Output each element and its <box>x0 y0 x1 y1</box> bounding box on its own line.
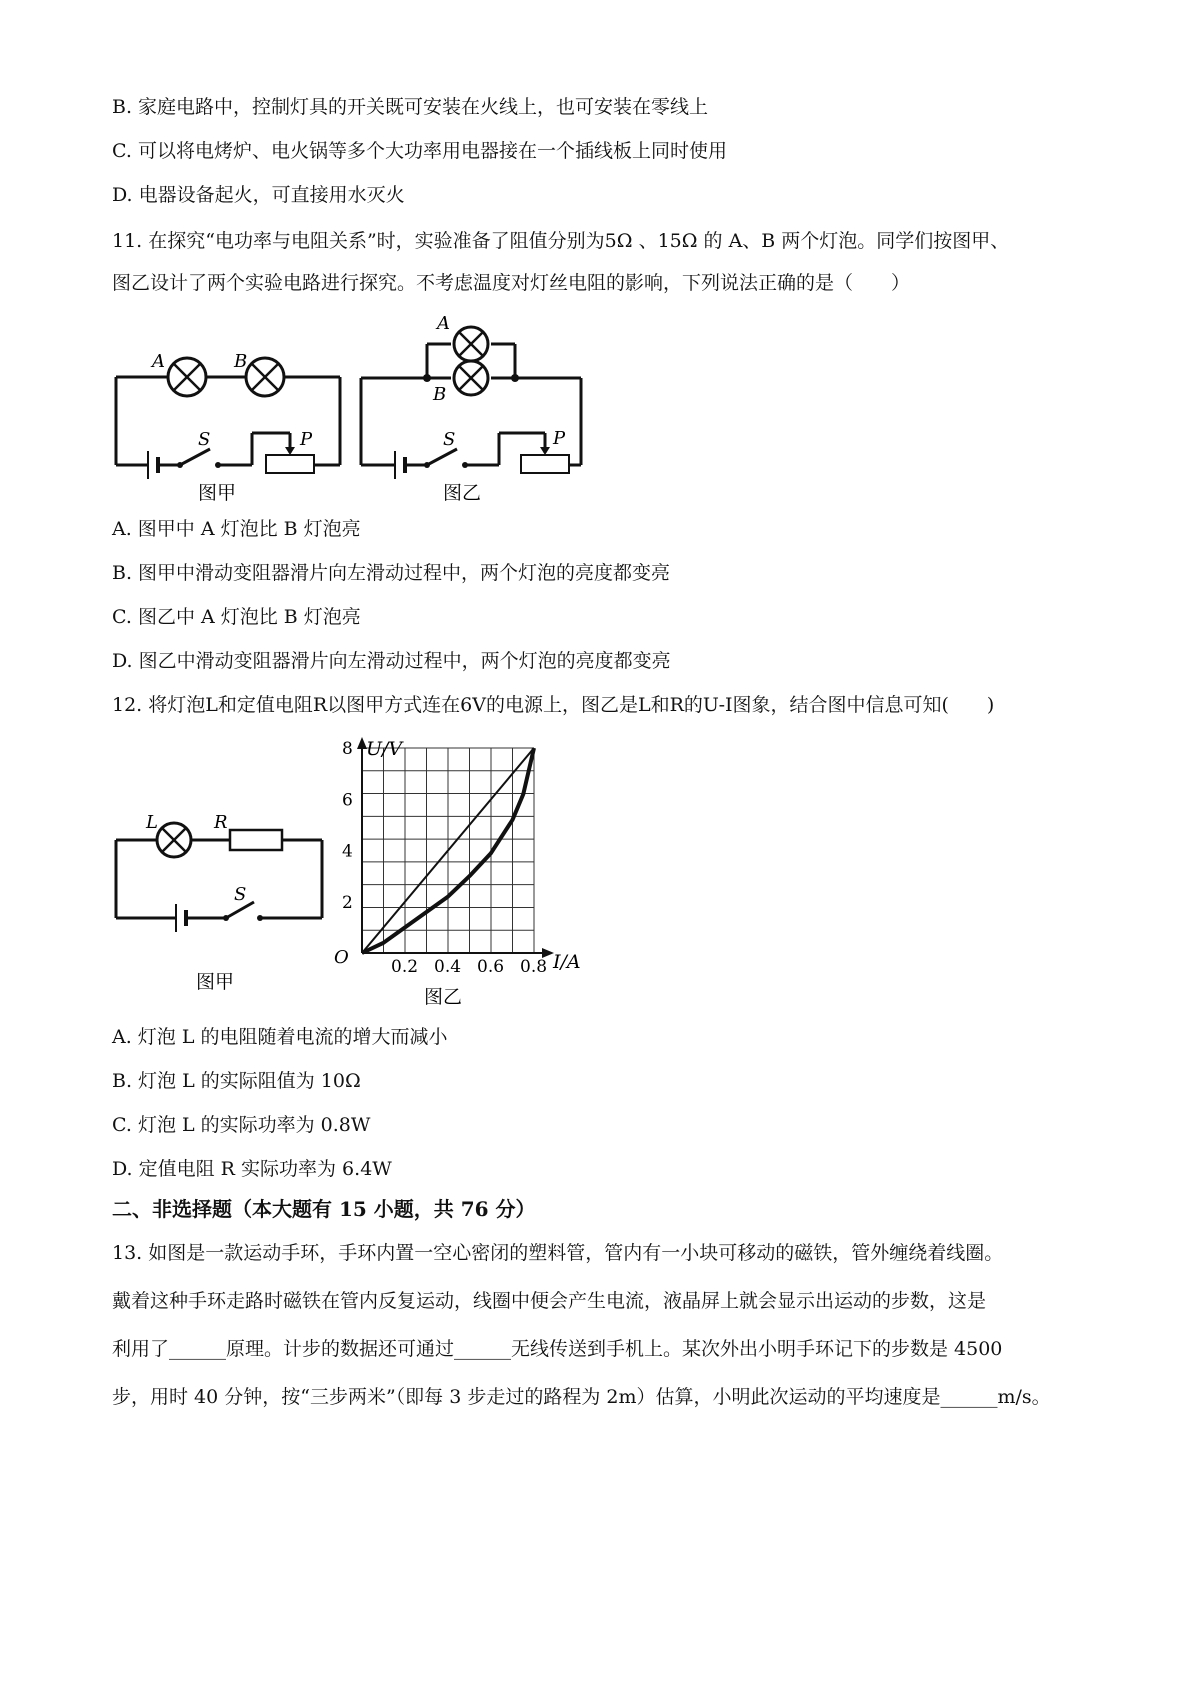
lamp-a-icon <box>168 358 206 396</box>
svg-text:S: S <box>234 884 247 905</box>
x-tick-label: 0.6 <box>477 957 505 977</box>
q11-option-c: C. 图乙中 A 灯泡比 B 灯泡亮 <box>112 606 361 628</box>
q12-option-d: D. 定值电阻 R 实际功率为 6.4W <box>112 1158 392 1180</box>
chart-caption: 图乙 <box>424 986 463 1008</box>
lamp-l-icon <box>157 823 191 857</box>
q13-line2: 戴着这种手环走路时磁铁在管内反复运动，线圈中便会产生电流，液晶屏上就会显示出运动的步数，这是 <box>112 1290 987 1312</box>
q11-stem-line2: 图乙设计了两个实验电路进行探究。不考虑温度对灯丝电阻的影响，下列说法正确的是（ ） <box>112 272 911 294</box>
q12-option-b: B. 灯泡 L 的实际阻值为 10Ω <box>112 1070 361 1092</box>
origin-label: O <box>334 947 349 968</box>
y-tick-label: 8 <box>342 739 353 759</box>
fig-yi-caption: 图乙 <box>443 482 482 504</box>
lamp-b-icon <box>246 358 284 396</box>
y-axis-label: U/V <box>366 738 403 760</box>
q11-option-a: A. 图甲中 A 灯泡比 B 灯泡亮 <box>112 518 361 540</box>
svg-text:B: B <box>234 351 248 372</box>
x-tick-label: 0.4 <box>434 957 462 977</box>
svg-text:P: P <box>553 428 566 449</box>
q13-line1: 13. 如图是一款运动手环，手环内置一空心密闭的塑料管，管内有一小块可移动的磁铁，管外缠绕着线圈。 <box>112 1242 1004 1264</box>
svg-text:A: A <box>437 313 450 334</box>
q11-stem-line1: 11. 在探究“电功率与电阻关系”时，实验准备了阻值分别为5Ω 、15Ω 的 A、B 两个灯泡。同学们按图甲、 <box>112 230 1010 252</box>
lamp-b-icon <box>454 361 488 395</box>
svg-text:B: B <box>433 384 447 405</box>
q13-line3: 利用了______原理。计步的数据还可通过______无线传送到手机上。某次外出小明手环记下的步数是 4500 <box>112 1338 1003 1360</box>
rheostat <box>266 455 314 473</box>
y-tick-label: 6 <box>342 790 353 811</box>
x-tick-label: 0.8 <box>520 957 548 977</box>
resistor-r <box>230 830 282 850</box>
svg-text:L: L <box>146 812 158 833</box>
y-tick-label: 4 <box>342 841 353 862</box>
q12-circuit-jia <box>110 800 335 1000</box>
q13-line4: 步，用时 40 分钟，按“三步两米”（即每 3 步走过的路程为 2m）估算，小明此次运动的平均速度是______m/s。 <box>112 1386 1051 1408</box>
lamp-a-icon <box>454 327 488 361</box>
svg-text:S: S <box>443 429 456 450</box>
svg-text:S: S <box>198 429 211 450</box>
q12-option-c: C. 灯泡 L 的实际功率为 0.8W <box>112 1114 371 1136</box>
q11-circuit-yi <box>355 313 605 505</box>
svg-text:R: R <box>214 812 228 833</box>
svg-text:P: P <box>300 429 313 450</box>
q12-ui-chart <box>330 735 600 1010</box>
x-tick-label: 0.2 <box>391 957 419 977</box>
svg-text:A: A <box>152 351 165 372</box>
q11-option-b: B. 图甲中滑动变阻器滑片向左滑动过程中，两个灯泡的亮度都变亮 <box>112 562 671 584</box>
q10-option-b: B. 家庭电路中，控制灯具的开关既可安装在火线上，也可安装在零线上 <box>112 96 709 118</box>
fig-jia-caption: 图甲 <box>198 482 237 504</box>
q11-circuit-jia <box>110 345 350 505</box>
x-axis-label: I/A <box>553 951 581 973</box>
q12-fig-jia-caption: 图甲 <box>196 971 235 993</box>
q12-stem: 12. 将灯泡L和定值电阻R以图甲方式连在6V的电源上，图乙是L和R的U-I图象，结合图中信息可知( ) <box>112 694 995 716</box>
q10-option-c: C. 可以将电烤炉、电火锅等多个大功率用电器接在一个插线板上同时使用 <box>112 140 727 162</box>
q12-option-a: A. 灯泡 L 的电阻随着电流的增大而减小 <box>112 1026 448 1048</box>
y-tick-label: 2 <box>342 892 353 913</box>
q10-option-d: D. 电器设备起火，可直接用水灭火 <box>112 184 405 206</box>
q11-option-d: D. 图乙中滑动变阻器滑片向左滑动过程中，两个灯泡的亮度都变亮 <box>112 650 671 672</box>
section-title: 二、非选择题（本大题有 15 小题，共 76 分） <box>112 1197 536 1221</box>
